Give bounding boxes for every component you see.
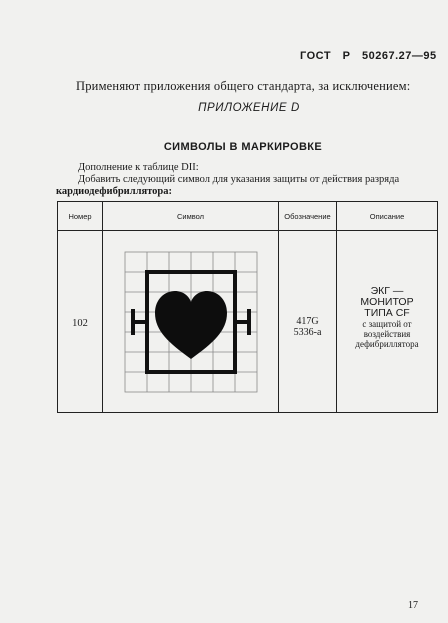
- row-description-cell: [337, 231, 438, 413]
- left-paddle: [131, 309, 147, 335]
- description-big-3: ТИПА CF: [364, 307, 410, 319]
- row-symbol-cell: [103, 231, 279, 413]
- description-small-1: с защитой от: [362, 319, 412, 329]
- header-designation-col: Обозначение: [279, 202, 337, 231]
- header-letter: Р: [342, 50, 351, 62]
- note-line-3: кардиодефибриллятора:: [56, 186, 173, 197]
- defibrillation-proof-heart-icon: [111, 247, 271, 397]
- note-line-1: Дополнение к таблице DII:: [78, 162, 199, 173]
- page-number: 17: [408, 600, 418, 611]
- appendix-title: ПРИЛОЖЕНИЕ D: [198, 102, 300, 114]
- header-description-col: Описание: [337, 202, 438, 231]
- intro-paragraph: Применяют приложения общего стандарта, за исключением:: [76, 79, 411, 93]
- table-row: [58, 231, 438, 413]
- description-big-2: МОНИТОР: [360, 296, 414, 308]
- description-big-1: ЭКГ —: [370, 285, 404, 297]
- document-header: [300, 50, 437, 62]
- designation-line-1: 417G: [296, 315, 319, 327]
- header-standard: ГОСТ: [300, 50, 332, 62]
- note-line-2: Добавить следующий символ для указания защиты от действия разряда: [78, 174, 400, 185]
- description-small-2: воздействия: [363, 329, 411, 339]
- header-symbol-col: Символ: [103, 202, 279, 231]
- table-header-row: [58, 202, 438, 231]
- header-number: 50267.27—95: [362, 50, 437, 62]
- row-number: 102: [72, 317, 88, 329]
- row-designation-cell: [279, 231, 337, 413]
- section-title: СИМВОЛЫ В МАРКИРОВКЕ: [163, 141, 323, 153]
- header-number-col: Номер: [58, 202, 103, 231]
- designation-line-2: 5336-а: [293, 326, 322, 338]
- description-small-3: дефибриллятора: [355, 339, 419, 349]
- row-number-cell: [58, 231, 103, 413]
- right-paddle: [235, 309, 251, 335]
- symbols-table: [57, 201, 438, 413]
